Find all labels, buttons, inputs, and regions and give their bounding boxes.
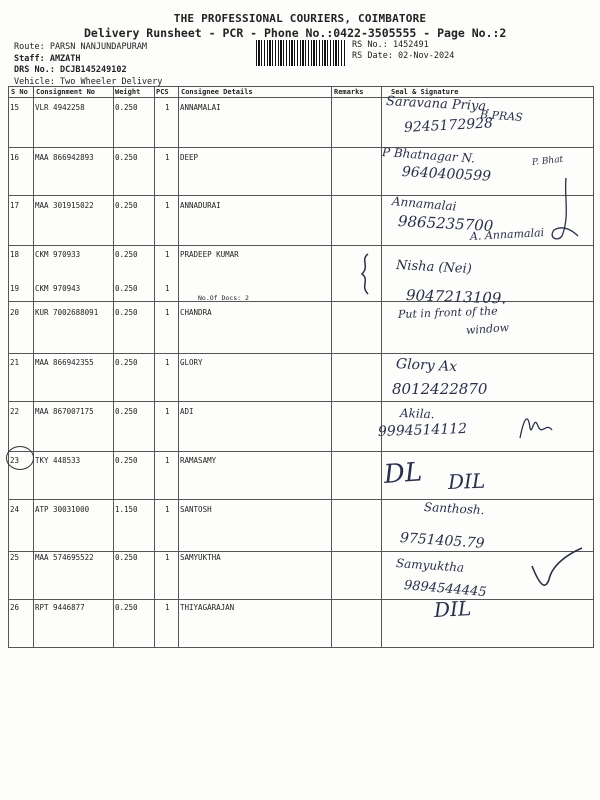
row-divider	[9, 499, 593, 500]
row-weight: 0.250	[115, 201, 138, 210]
signature-scribble	[540, 176, 580, 246]
row-sno: 20	[10, 308, 20, 317]
row-consignee: CHANDRA	[180, 308, 212, 317]
row-weight: 0.250	[115, 358, 138, 367]
runsheet-table	[8, 86, 594, 648]
row-consignee: THIYAGARAJAN	[180, 603, 235, 612]
handwritten-phone: 9865235700	[397, 212, 494, 235]
row-consignment-no: MAA 574695522	[35, 553, 94, 562]
row-weight: 0.250	[115, 456, 138, 465]
row-weight: 0.250	[115, 284, 138, 293]
handwritten-signature: DIL	[433, 596, 472, 622]
handwritten-phone: 9894544445	[403, 578, 488, 601]
row-pcs: 1	[165, 103, 170, 112]
row-pcs: 1	[165, 153, 170, 162]
handwritten-name: Samyuktha	[395, 556, 465, 575]
row-sno: 21	[10, 358, 20, 367]
col-header-weight: Weight	[115, 88, 141, 96]
row-weight: 1.150	[115, 505, 138, 514]
handwritten-note: B.PRAS	[479, 108, 524, 124]
row-consignment-no: CKM 970943	[35, 284, 81, 293]
row-pcs: 1	[165, 407, 170, 416]
row-weight: 0.250	[115, 553, 138, 562]
row-sno: 17	[10, 201, 20, 210]
col-header-sno: S No	[11, 88, 28, 96]
handwritten-note: P. Bhat	[531, 154, 564, 168]
row-sno: 23	[10, 456, 20, 465]
route-label: Route: PARSN NANJUNDAPURAM	[14, 42, 148, 52]
row-divider	[9, 245, 593, 246]
row-divider	[9, 353, 593, 354]
col-divider	[33, 87, 34, 647]
row-pcs: 1	[165, 358, 170, 367]
drs-label: DRS No.: DCJB145249102	[14, 65, 127, 75]
runsheet-title: Delivery Runsheet - PCR - Phone No.:0422-3505555 - Page No.:2	[84, 26, 507, 40]
handwritten-phone: 9245172928	[403, 115, 494, 136]
row-consignment-no: VLR 4942258	[35, 103, 85, 112]
company-title: THE PROFESSIONAL COURIERS, COIMBATORE	[173, 12, 427, 25]
row-divider	[9, 599, 593, 600]
col-divider	[113, 87, 114, 647]
row-consignee: ADI	[180, 407, 194, 416]
row-consignment-no: MAA 866942893	[35, 153, 94, 162]
handwritten-remark: Put in front of the	[397, 304, 498, 321]
row-consignment-no: ATP 30031000	[35, 505, 90, 514]
row-sno: 26	[10, 603, 20, 612]
row-sno: 16	[10, 153, 20, 162]
row-sno: 18	[10, 250, 20, 259]
row-weight: 0.250	[115, 407, 138, 416]
handwritten-phone: 8012422870	[392, 380, 488, 398]
row-consignee: SAMYUKTHA	[180, 553, 221, 562]
row-weight: 0.250	[115, 308, 138, 317]
signature-scribble	[528, 546, 584, 596]
col-divider	[154, 87, 155, 647]
row-divider	[9, 147, 593, 148]
row-consignment-no: TKY 448533	[35, 456, 81, 465]
row-weight: 0.250	[115, 250, 138, 259]
rs-no-label: RS No.: 1452491	[352, 40, 429, 50]
handwritten-name: Santhosh.	[423, 500, 485, 518]
row-consignment-no: CKM 970933	[35, 250, 81, 259]
row-sno: 25	[10, 553, 20, 562]
handwritten-phone: 9751405.79	[399, 530, 485, 552]
col-header-signature: Seal & Signature	[391, 88, 459, 96]
row-pcs: 1	[165, 201, 170, 210]
col-header-consignee: Consignee Details	[181, 88, 253, 96]
handwritten-signature: A. Annamalai	[469, 226, 545, 243]
runsheet-meta-left	[14, 42, 162, 88]
header-divider	[9, 97, 593, 98]
row-consignment-no: MAA 867007175	[35, 407, 94, 416]
runsheet-meta-right	[352, 40, 454, 62]
vehicle-label: Vehicle: Two Wheeler Delivery	[14, 76, 163, 87]
col-divider	[178, 87, 179, 647]
handwritten-signature: DL	[382, 457, 424, 490]
row-weight: 0.250	[115, 153, 138, 162]
handwritten-signature: DIL	[447, 468, 486, 494]
row-pcs: 1	[165, 308, 170, 317]
row-consignee: GLORY	[180, 358, 203, 367]
row-pcs: 1	[165, 284, 170, 293]
row-sno: 24	[10, 505, 20, 514]
row-consignee: SANTOSH	[180, 505, 212, 514]
row-sno: 15	[10, 103, 20, 112]
col-header-remarks: Remarks	[334, 88, 364, 96]
col-header-consignment: Consignment No	[36, 88, 96, 96]
barcode	[256, 40, 346, 66]
handwritten-name: Annamalai	[391, 194, 458, 214]
handwritten-name: Saravana Priya.	[385, 94, 491, 115]
row-consignee: ANNADURAI	[180, 201, 221, 210]
rs-date-label: RS Date: 02-Nov-2024	[352, 51, 455, 61]
row-sno: 22	[10, 407, 20, 416]
row-consignee: PRADEEP KUMAR	[180, 250, 239, 259]
row-consignment-no: RPT 9446877	[35, 603, 85, 612]
handwritten-name: Glory Ax	[395, 356, 458, 376]
handwritten-name: P Bhatnagar N.	[381, 145, 476, 166]
handwritten-phone: 9047213109.	[405, 286, 507, 308]
row-consignment-no: MAA 301915022	[35, 201, 94, 210]
row-consignment-no: MAA 866942355	[35, 358, 94, 367]
handwritten-phone: 9640400599	[401, 164, 492, 185]
handwritten-name: Nisha (Nei)	[395, 258, 473, 277]
row-divider	[9, 451, 593, 452]
row-divider	[9, 195, 593, 196]
row-pcs: 1	[165, 603, 170, 612]
row-note: No.Of Docs: 2	[198, 294, 249, 302]
row-pcs: 1	[165, 505, 170, 514]
row-consignee: RAMASAMY	[180, 456, 217, 465]
col-header-pcs: PCS	[156, 88, 169, 96]
row-pcs: 1	[165, 250, 170, 259]
staff-label: Staff: AMZATH	[14, 53, 81, 64]
col-divider	[331, 87, 332, 647]
row-pcs: 1	[165, 553, 170, 562]
col-divider	[381, 87, 382, 647]
row-consignee: DEEP	[180, 153, 199, 162]
row-consignee: ANNAMALAI	[180, 103, 221, 112]
row-weight: 0.250	[115, 603, 138, 612]
handwritten-phone: 9994514112	[377, 420, 468, 440]
row-pcs: 1	[165, 456, 170, 465]
row-divider	[9, 401, 593, 402]
row-weight: 0.250	[115, 103, 138, 112]
row-divider	[9, 551, 593, 552]
circle-mark	[6, 446, 34, 470]
signature-scribble	[514, 408, 554, 442]
handwritten-name: Akila.	[399, 406, 435, 422]
handwritten-remark: window	[465, 321, 510, 337]
bracket-mark	[354, 252, 380, 296]
row-sno: 19	[10, 284, 20, 293]
row-consignment-no: KUR 7002688091	[35, 308, 99, 317]
